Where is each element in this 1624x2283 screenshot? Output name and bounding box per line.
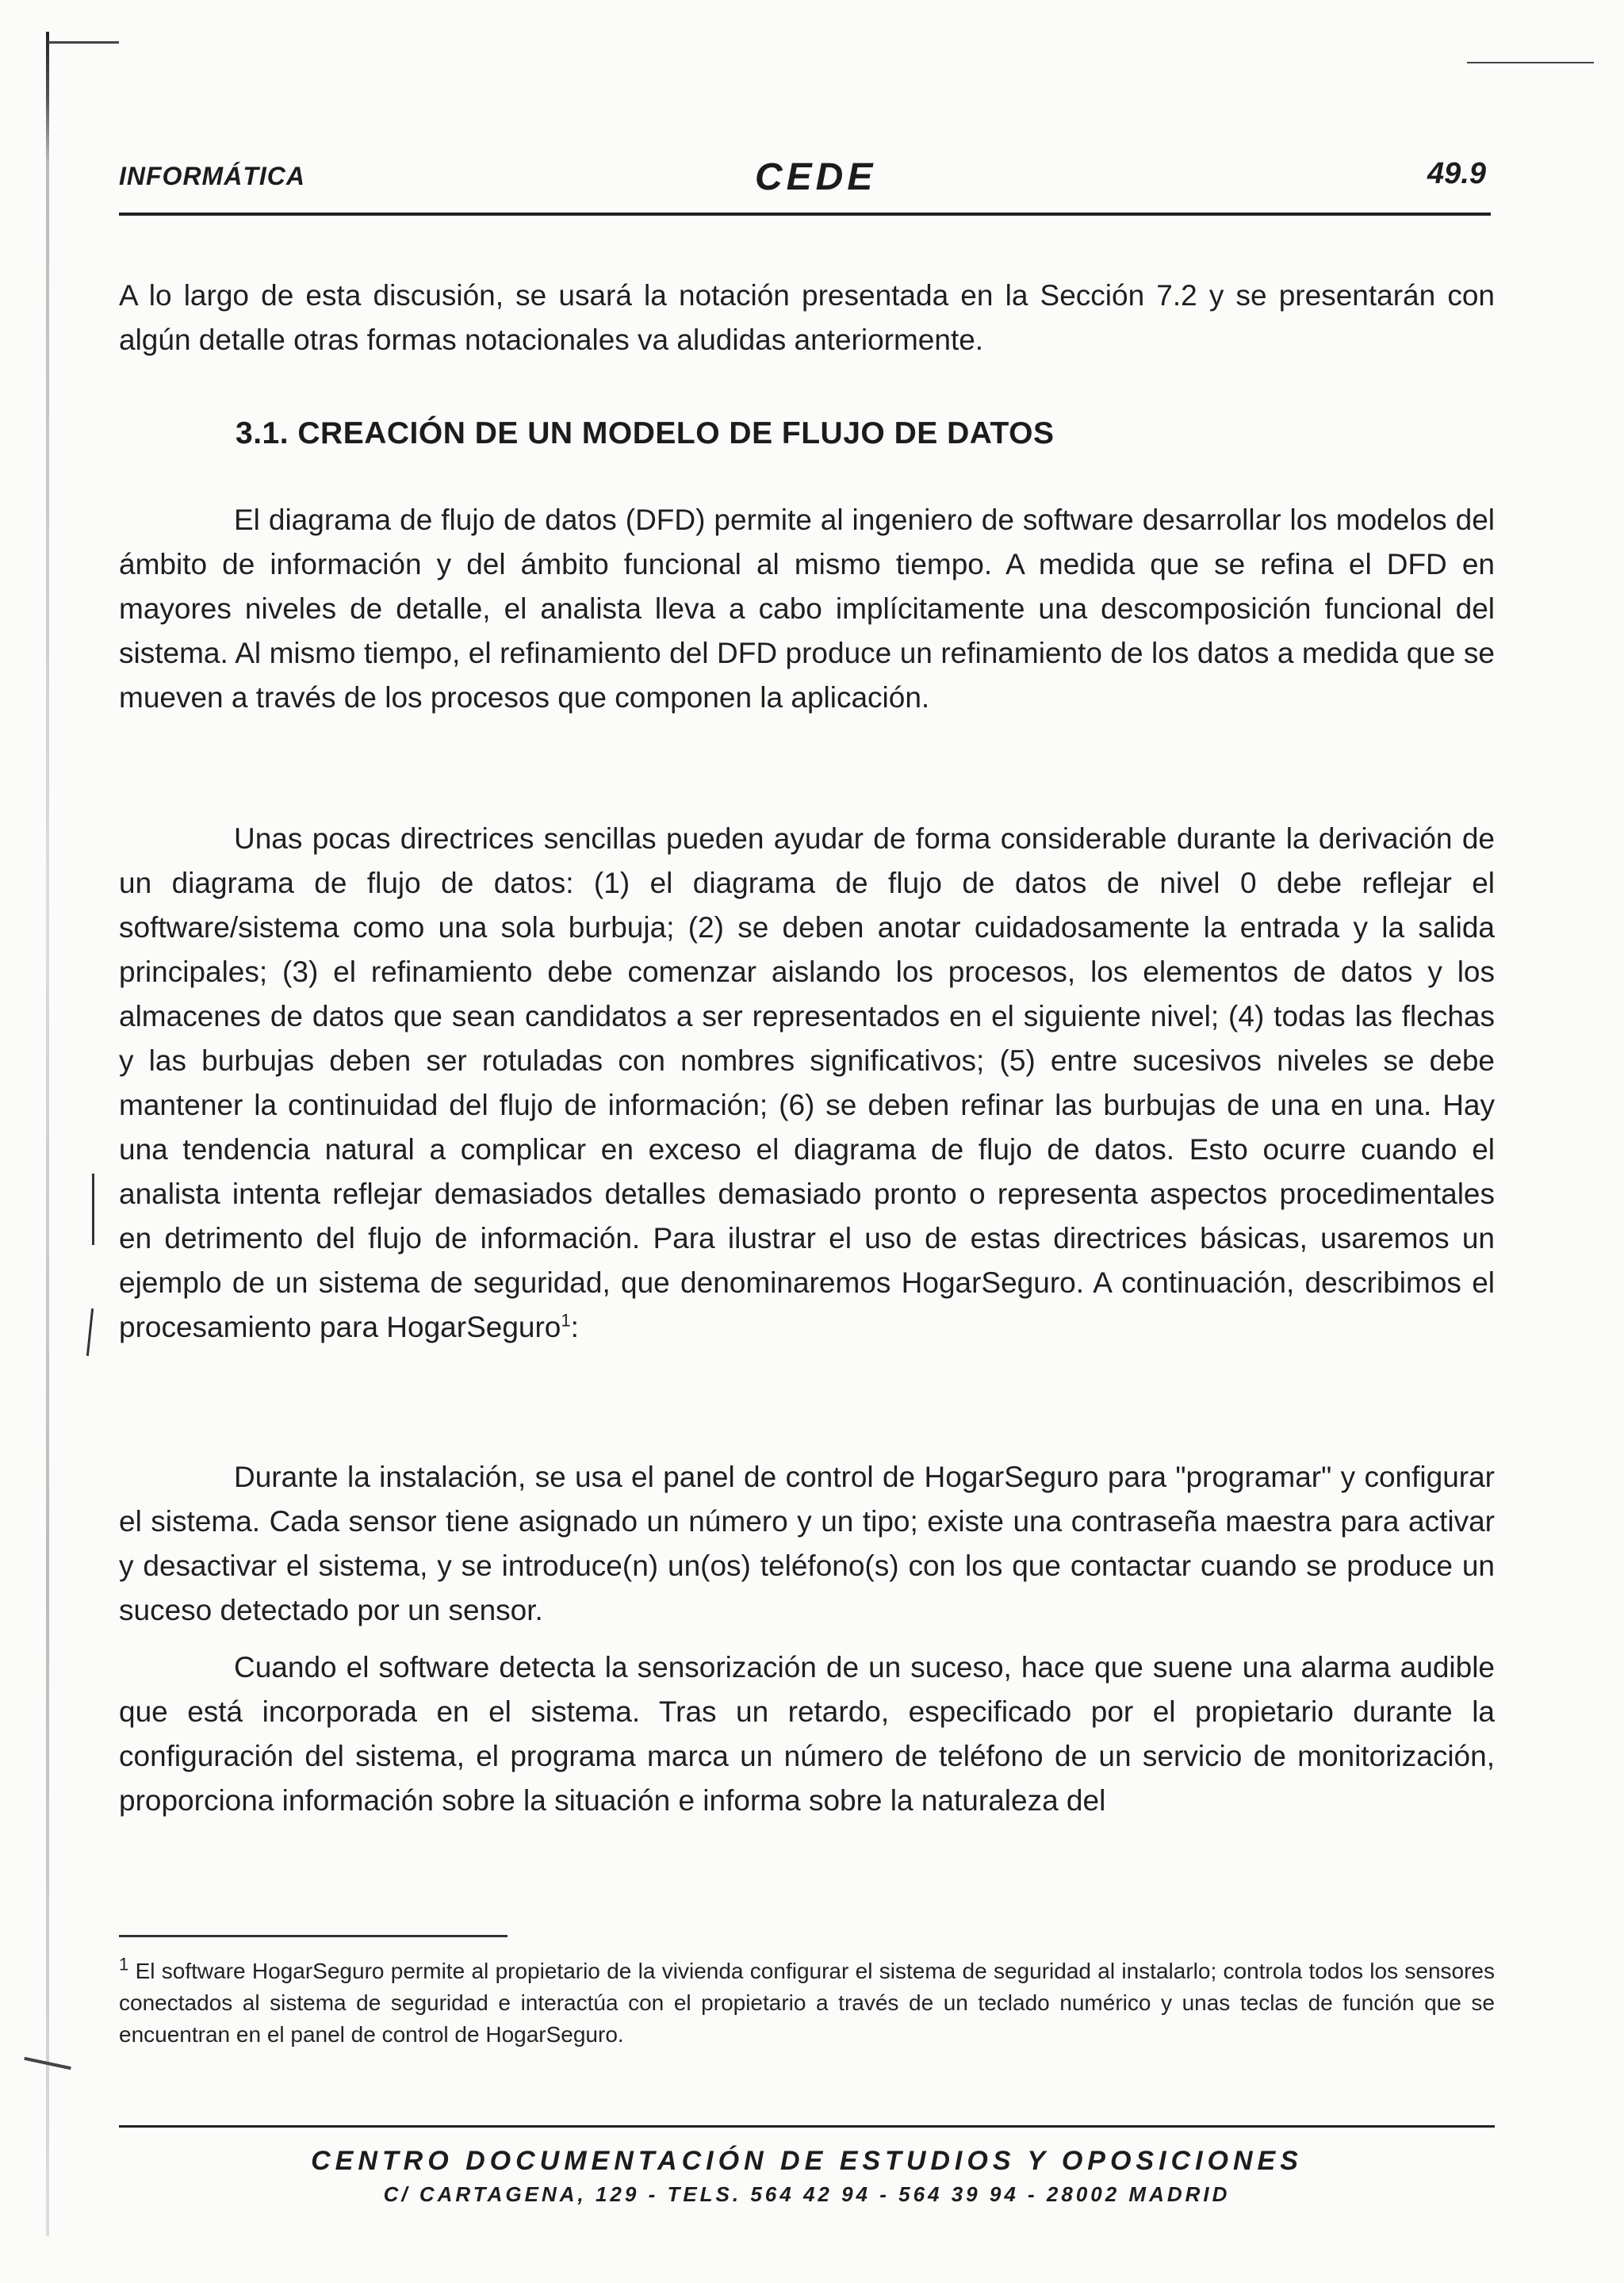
paragraph-dfd: El diagrama de flujo de datos (DFD) permite al ingeniero de software desarrollar los modelos del ámbito de información y del ámbito funcional al mismo tiempo. A medida que se refina el DFD en mayores niveles de detalle, el analista lleva a cabo implícitamente una descomposición funcional del sistema. Al mismo tiempo, el refinamiento del DFD produce un refinamiento de los datos a medida que se mueven a través de los procesos que componen la aplicación. (119, 504, 1495, 714)
margin-line (92, 1174, 94, 1245)
scan-left-edge (46, 32, 49, 2236)
paragraph-detection: Cuando el software detecta la sensorización de un suceso, hace que suene una alarma audible que está incorporada en el sistema. Tras un retardo, especificado por el propietario durante la configuración del sistema, el programa marca un número de teléfono de un servicio de monitorización, proporciona información sobre la situación e informa sobre la naturaleza del (119, 1651, 1495, 1817)
intro-paragraph: A lo largo de esta discusión, se usará la notación presentada en la Sección 7.2 y se presentarán con algún detalle otras formas notacionales va aludidas anteriormente. (119, 279, 1495, 356)
footer-organization: CENTRO DOCUMENTACIÓN DE ESTUDIOS Y OPOSICIONES (311, 2146, 1303, 2176)
paragraph-installation: Durante la instalación, se usa el panel de control de HogarSeguro para "programar" y configurar el sistema. Cada sensor tiene asignado un número y un tipo; existe una contraseña maestra para activar y desactivar el sistema, y se introduce(n) un(os) teléfono(s) con los que contactar cuando se produce un suceso detectado por un sensor. (119, 1461, 1495, 1626)
footnote-marker: 1 (119, 1954, 129, 1975)
header-publisher: CEDE (755, 156, 877, 198)
footnote-text: El software HogarSeguro permite al propietario de la vivienda configurar el sistema de seguridad al instalarlo; controla todos los sensores conectados al sistema de seguridad e interactúa con el propietario a través de un teclado numérico y unas teclas de función que se encuentran en el panel de control de HogarSeguro. (119, 1959, 1496, 2047)
footnote-rule (119, 1935, 508, 1937)
scan-mark (1467, 62, 1594, 63)
footer-rule (119, 2125, 1495, 2128)
paragraph-guidelines-colon: : (570, 1311, 579, 1343)
page-number: 49.9 (1427, 157, 1486, 190)
header-rule (119, 213, 1491, 216)
margin-line (86, 1308, 94, 1356)
footnote-reference: 1 (561, 1310, 571, 1331)
section-title: 3.1. CREACIÓN DE UN MODELO DE FLUJO DE DATOS (236, 416, 1055, 450)
header-subject: INFORMÁTICA (119, 162, 305, 190)
paragraph-guidelines-text: Unas pocas directrices sencillas pueden ayudar de forma considerable durante la derivación de un diagrama de flujo de datos: (1) el diagrama de flujo de datos de nivel 0 debe reflejar el software/sistema como una sola burbuja; (2) se deben anotar cuidadosamente la entrada y la salida principales; (3) el refinamiento debe comenzar aislando los procesos, los elementos de datos y los almacenes de datos que sean candidatos a ser representados en el siguiente nivel; (4) todas las flechas y las burbujas deben ser rotuladas con nombres significativos; (5) entre sucesivos niveles se debe mantener la continuidad del flujo de información; (6) se deben refinar las burbujas de una en una. Hay una tendencia natural a complicar en exceso el diagrama de flujo de datos. Esto ocurre cuando el analista intenta reflejar demasiados detalles demasiado pronto o representa aspectos procedimentales en detrimento del flujo de información. Para ilustrar el uso de estas directrices básicas, usaremos un ejemplo de un sistema de seguridad, que denominaremos HogarSeguro. A continuación, describimos el procesamiento para HogarSeguro (119, 822, 1495, 1343)
scan-mark (48, 41, 119, 44)
page-header (119, 155, 1491, 211)
footer-address: C/ CARTAGENA, 129 - TELS. 564 42 94 - 564 39 94 - 28002 MADRID (383, 2182, 1231, 2206)
footnote (119, 1955, 1495, 2051)
paragraph-guidelines (119, 817, 1495, 1350)
